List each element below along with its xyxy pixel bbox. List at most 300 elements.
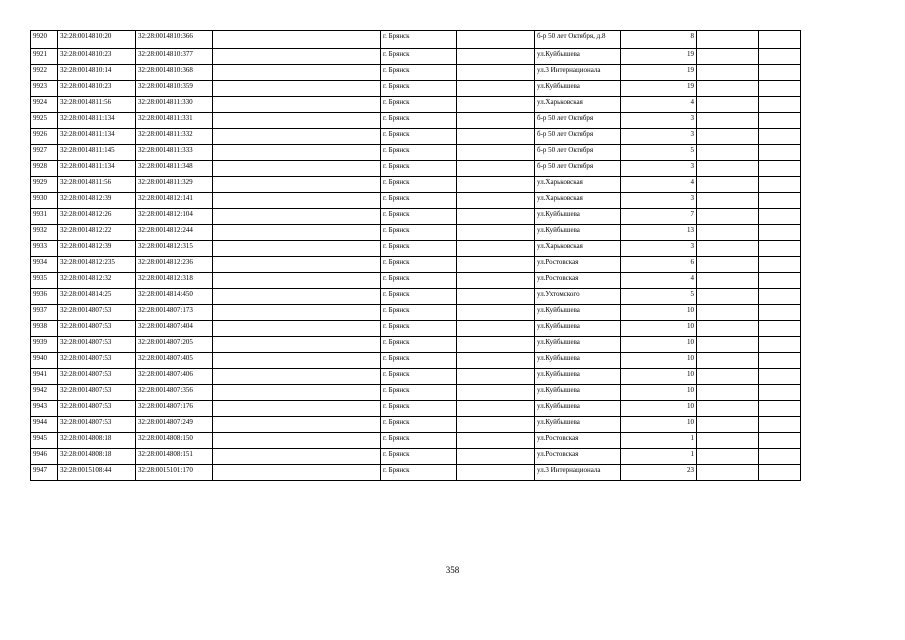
quantity-cell: 4 [621, 97, 697, 113]
empty-cell [697, 31, 759, 49]
table-row [31, 65, 801, 81]
row-number-cell: 9931 [31, 209, 58, 225]
street-cell: ул.Куйбышева [535, 321, 621, 337]
empty-cell [697, 81, 759, 97]
cadastral-number-cell: 32:28:0014812:26 [58, 209, 136, 225]
row-number-cell: 9924 [31, 97, 58, 113]
empty-cell [759, 129, 801, 145]
empty-cell [759, 305, 801, 321]
empty-cell [697, 401, 759, 417]
street-cell: ул.Ростовская [535, 273, 621, 289]
row-number-cell: 9935 [31, 273, 58, 289]
row-number-cell: 9921 [31, 49, 58, 65]
quantity-cell: 1 [621, 449, 697, 465]
street-cell: ул.3 Интернационала [535, 65, 621, 81]
empty-cell [697, 193, 759, 209]
street-cell: ул.Куйбышева [535, 49, 621, 65]
empty-cell [213, 385, 381, 401]
object-cadastral-number-cell: 32:28:0014811:348 [136, 161, 213, 177]
cadastral-number-cell: 32:28:0014812:39 [58, 193, 136, 209]
empty-cell [759, 97, 801, 113]
registry-rows [31, 31, 801, 481]
cadastral-number-cell: 32:28:0014814:25 [58, 289, 136, 305]
empty-cell [697, 161, 759, 177]
row-number-cell: 9939 [31, 337, 58, 353]
table-row [31, 273, 801, 289]
quantity-cell: 10 [621, 353, 697, 369]
row-number-cell: 9943 [31, 401, 58, 417]
cadastral-number-cell: 32:28:0014811:56 [58, 177, 136, 193]
empty-cell [213, 417, 381, 433]
empty-cell [697, 465, 759, 481]
empty-cell [697, 129, 759, 145]
row-number-cell: 9938 [31, 321, 58, 337]
row-number-cell: 9947 [31, 465, 58, 481]
cadastral-number-cell: 32:28:0014810:23 [58, 49, 136, 65]
empty-cell [759, 273, 801, 289]
empty-cell [697, 209, 759, 225]
street-cell: ул.Куйбышева [535, 305, 621, 321]
object-cadastral-number-cell: 32:28:0014810:366 [136, 31, 213, 49]
table-row [31, 337, 801, 353]
table-row [31, 97, 801, 113]
cadastral-number-cell: 32:28:0014807:53 [58, 369, 136, 385]
object-cadastral-number-cell: 32:28:0014811:330 [136, 97, 213, 113]
city-cell: г. Брянск [381, 385, 457, 401]
empty-cell [457, 353, 535, 369]
city-cell: г. Брянск [381, 353, 457, 369]
empty-cell [697, 273, 759, 289]
object-cadastral-number-cell: 32:28:0014807:173 [136, 305, 213, 321]
empty-cell [759, 49, 801, 65]
empty-cell [457, 193, 535, 209]
empty-cell [697, 353, 759, 369]
cadastral-number-cell: 32:28:0014810:20 [58, 31, 136, 49]
street-cell: б-р 50 лет Октября [535, 113, 621, 129]
empty-cell [457, 369, 535, 385]
object-cadastral-number-cell: 32:28:0014812:141 [136, 193, 213, 209]
street-cell: ул.Харьковская [535, 97, 621, 113]
empty-cell [213, 241, 381, 257]
empty-cell [213, 209, 381, 225]
empty-cell [697, 433, 759, 449]
empty-cell [759, 337, 801, 353]
table-row [31, 305, 801, 321]
quantity-cell: 7 [621, 209, 697, 225]
cadastral-number-cell: 32:28:0014808:18 [58, 433, 136, 449]
table-row [31, 369, 801, 385]
empty-cell [457, 49, 535, 65]
city-cell: г. Брянск [381, 177, 457, 193]
empty-cell [759, 65, 801, 81]
row-number-cell: 9936 [31, 289, 58, 305]
object-cadastral-number-cell: 32:28:0014808:150 [136, 433, 213, 449]
empty-cell [759, 321, 801, 337]
empty-cell [213, 289, 381, 305]
empty-cell [213, 49, 381, 65]
table-row [31, 161, 801, 177]
quantity-cell: 10 [621, 417, 697, 433]
table-row [31, 113, 801, 129]
city-cell: г. Брянск [381, 401, 457, 417]
empty-cell [759, 161, 801, 177]
table-row [31, 433, 801, 449]
empty-cell [457, 321, 535, 337]
empty-cell [697, 257, 759, 273]
city-cell: г. Брянск [381, 129, 457, 145]
object-cadastral-number-cell: 32:28:0014807:406 [136, 369, 213, 385]
street-cell: ул.Ростовская [535, 433, 621, 449]
empty-cell [697, 385, 759, 401]
empty-cell [457, 305, 535, 321]
table-row [31, 465, 801, 481]
table-row [31, 81, 801, 97]
empty-cell [759, 417, 801, 433]
row-number-cell: 9942 [31, 385, 58, 401]
empty-cell [457, 129, 535, 145]
quantity-cell: 10 [621, 401, 697, 417]
street-cell: ул.Ухтомского [535, 289, 621, 305]
table-row [31, 31, 801, 49]
city-cell: г. Брянск [381, 97, 457, 113]
empty-cell [457, 289, 535, 305]
empty-cell [759, 385, 801, 401]
empty-cell [457, 417, 535, 433]
empty-cell [213, 321, 381, 337]
empty-cell [457, 209, 535, 225]
table-row [31, 193, 801, 209]
object-cadastral-number-cell: 32:28:0014811:332 [136, 129, 213, 145]
street-cell: ул.Ростовская [535, 257, 621, 273]
street-cell: ул.Куйбышева [535, 417, 621, 433]
row-number-cell: 9927 [31, 145, 58, 161]
empty-cell [759, 225, 801, 241]
cadastral-number-cell: 32:28:0014808:18 [58, 449, 136, 465]
empty-cell [759, 401, 801, 417]
street-cell: ул.Куйбышева [535, 81, 621, 97]
cadastral-number-cell: 32:28:0014807:53 [58, 321, 136, 337]
empty-cell [213, 161, 381, 177]
table-row [31, 353, 801, 369]
cadastral-number-cell: 32:28:0014811:134 [58, 129, 136, 145]
empty-cell [697, 417, 759, 433]
table-row [31, 225, 801, 241]
empty-cell [759, 433, 801, 449]
street-cell: ул.Куйбышева [535, 353, 621, 369]
row-number-cell: 9941 [31, 369, 58, 385]
empty-cell [213, 433, 381, 449]
table-row [31, 209, 801, 225]
empty-cell [759, 465, 801, 481]
object-cadastral-number-cell: 32:28:0014812:236 [136, 257, 213, 273]
empty-cell [213, 81, 381, 97]
empty-cell [213, 353, 381, 369]
empty-cell [213, 145, 381, 161]
table-row [31, 417, 801, 433]
empty-cell [457, 225, 535, 241]
empty-cell [697, 97, 759, 113]
row-number-cell: 9933 [31, 241, 58, 257]
table-row [31, 129, 801, 145]
empty-cell [213, 65, 381, 81]
quantity-cell: 10 [621, 337, 697, 353]
empty-cell [213, 401, 381, 417]
empty-cell [213, 465, 381, 481]
cadastral-number-cell: 32:28:0014811:145 [58, 145, 136, 161]
cadastral-number-cell: 32:28:0014810:14 [58, 65, 136, 81]
cadastral-number-cell: 32:28:0014812:32 [58, 273, 136, 289]
quantity-cell: 5 [621, 289, 697, 305]
empty-cell [213, 369, 381, 385]
empty-cell [759, 209, 801, 225]
empty-cell [213, 177, 381, 193]
object-cadastral-number-cell: 32:28:0014807:404 [136, 321, 213, 337]
quantity-cell: 19 [621, 65, 697, 81]
city-cell: г. Брянск [381, 225, 457, 241]
empty-cell [457, 449, 535, 465]
quantity-cell: 4 [621, 273, 697, 289]
row-number-cell: 9932 [31, 225, 58, 241]
quantity-cell: 6 [621, 257, 697, 273]
empty-cell [759, 31, 801, 49]
empty-cell [457, 241, 535, 257]
street-cell: ул.Куйбышева [535, 225, 621, 241]
cadastral-number-cell: 32:28:0015108:44 [58, 465, 136, 481]
quantity-cell: 10 [621, 385, 697, 401]
street-cell: б-р 50 лет Октября [535, 161, 621, 177]
table-row [31, 257, 801, 273]
row-number-cell: 9930 [31, 193, 58, 209]
empty-cell [213, 337, 381, 353]
city-cell: г. Брянск [381, 433, 457, 449]
table-row [31, 449, 801, 465]
empty-cell [759, 369, 801, 385]
street-cell: б-р 50 лет Октября [535, 129, 621, 145]
object-cadastral-number-cell: 32:28:0014811:329 [136, 177, 213, 193]
quantity-cell: 3 [621, 241, 697, 257]
cadastral-number-cell: 32:28:0014807:53 [58, 401, 136, 417]
city-cell: г. Брянск [381, 289, 457, 305]
registry-table [30, 30, 801, 481]
empty-cell [213, 257, 381, 273]
empty-cell [457, 177, 535, 193]
object-cadastral-number-cell: 32:28:0014812:318 [136, 273, 213, 289]
row-number-cell: 9922 [31, 65, 58, 81]
registry-sheet [30, 30, 801, 481]
row-number-cell: 9928 [31, 161, 58, 177]
city-cell: г. Брянск [381, 305, 457, 321]
empty-cell [759, 81, 801, 97]
street-cell: ул.Харьковская [535, 193, 621, 209]
empty-cell [759, 449, 801, 465]
table-row [31, 401, 801, 417]
table-row [31, 49, 801, 65]
empty-cell [457, 161, 535, 177]
city-cell: г. Брянск [381, 49, 457, 65]
cadastral-number-cell: 32:28:0014812:235 [58, 257, 136, 273]
cadastral-number-cell: 32:28:0014812:39 [58, 241, 136, 257]
empty-cell [457, 257, 535, 273]
quantity-cell: 10 [621, 305, 697, 321]
empty-cell [213, 129, 381, 145]
empty-cell [759, 177, 801, 193]
empty-cell [213, 305, 381, 321]
object-cadastral-number-cell: 32:28:0014814:450 [136, 289, 213, 305]
city-cell: г. Брянск [381, 337, 457, 353]
empty-cell [213, 225, 381, 241]
quantity-cell: 3 [621, 129, 697, 145]
object-cadastral-number-cell: 32:28:0014810:377 [136, 49, 213, 65]
street-cell: ул.3 Интернационала [535, 465, 621, 481]
table-row [31, 385, 801, 401]
city-cell: г. Брянск [381, 321, 457, 337]
cadastral-number-cell: 32:28:0014807:53 [58, 353, 136, 369]
cadastral-number-cell: 32:28:0014811:134 [58, 113, 136, 129]
street-cell: б-р 50 лет Октября, д.8 [535, 31, 621, 49]
city-cell: г. Брянск [381, 417, 457, 433]
empty-cell [457, 113, 535, 129]
empty-cell [697, 225, 759, 241]
empty-cell [759, 145, 801, 161]
city-cell: г. Брянск [381, 257, 457, 273]
city-cell: г. Брянск [381, 273, 457, 289]
city-cell: г. Брянск [381, 65, 457, 81]
city-cell: г. Брянск [381, 241, 457, 257]
row-number-cell: 9934 [31, 257, 58, 273]
table-row [31, 241, 801, 257]
quantity-cell: 1 [621, 433, 697, 449]
object-cadastral-number-cell: 32:28:0015101:170 [136, 465, 213, 481]
page-number: 358 [445, 565, 460, 575]
city-cell: г. Брянск [381, 449, 457, 465]
cadastral-number-cell: 32:28:0014807:53 [58, 305, 136, 321]
row-number-cell: 9925 [31, 113, 58, 129]
table-row [31, 145, 801, 161]
row-number-cell: 9944 [31, 417, 58, 433]
empty-cell [697, 241, 759, 257]
street-cell: ул.Куйбышева [535, 209, 621, 225]
table-row [31, 289, 801, 305]
empty-cell [697, 369, 759, 385]
empty-cell [697, 305, 759, 321]
row-number-cell: 9929 [31, 177, 58, 193]
quantity-cell: 3 [621, 113, 697, 129]
street-cell: ул.Ростовская [535, 449, 621, 465]
empty-cell [759, 241, 801, 257]
empty-cell [697, 177, 759, 193]
city-cell: г. Брянск [381, 369, 457, 385]
row-number-cell: 9926 [31, 129, 58, 145]
empty-cell [457, 145, 535, 161]
cadastral-number-cell: 32:28:0014810:23 [58, 81, 136, 97]
empty-cell [457, 385, 535, 401]
quantity-cell: 4 [621, 177, 697, 193]
city-cell: г. Брянск [381, 145, 457, 161]
city-cell: г. Брянск [381, 465, 457, 481]
object-cadastral-number-cell: 32:28:0014811:333 [136, 145, 213, 161]
object-cadastral-number-cell: 32:28:0014807:356 [136, 385, 213, 401]
street-cell: ул.Харьковская [535, 241, 621, 257]
object-cadastral-number-cell: 32:28:0014812:315 [136, 241, 213, 257]
empty-cell [457, 337, 535, 353]
row-number-cell: 9937 [31, 305, 58, 321]
quantity-cell: 8 [621, 31, 697, 49]
empty-cell [457, 401, 535, 417]
city-cell: г. Брянск [381, 161, 457, 177]
city-cell: г. Брянск [381, 193, 457, 209]
object-cadastral-number-cell: 32:28:0014807:405 [136, 353, 213, 369]
table-row [31, 321, 801, 337]
cadastral-number-cell: 32:28:0014807:53 [58, 417, 136, 433]
object-cadastral-number-cell: 32:28:0014807:249 [136, 417, 213, 433]
object-cadastral-number-cell: 32:28:0014810:368 [136, 65, 213, 81]
object-cadastral-number-cell: 32:28:0014807:205 [136, 337, 213, 353]
empty-cell [697, 113, 759, 129]
row-number-cell: 9946 [31, 449, 58, 465]
row-number-cell: 9940 [31, 353, 58, 369]
city-cell: г. Брянск [381, 81, 457, 97]
street-cell: ул.Куйбышева [535, 369, 621, 385]
empty-cell [457, 31, 535, 49]
empty-cell [697, 49, 759, 65]
row-number-cell: 9920 [31, 31, 58, 49]
quantity-cell: 19 [621, 49, 697, 65]
street-cell: ул.Куйбышева [535, 337, 621, 353]
empty-cell [697, 289, 759, 305]
quantity-cell: 3 [621, 193, 697, 209]
row-number-cell: 9945 [31, 433, 58, 449]
quantity-cell: 5 [621, 145, 697, 161]
quantity-cell: 23 [621, 465, 697, 481]
cadastral-number-cell: 32:28:0014812:22 [58, 225, 136, 241]
empty-cell [759, 113, 801, 129]
city-cell: г. Брянск [381, 31, 457, 49]
empty-cell [759, 257, 801, 273]
empty-cell [697, 321, 759, 337]
empty-cell [457, 433, 535, 449]
city-cell: г. Брянск [381, 209, 457, 225]
empty-cell [759, 353, 801, 369]
city-cell: г. Брянск [381, 113, 457, 129]
object-cadastral-number-cell: 32:28:0014808:151 [136, 449, 213, 465]
cadastral-number-cell: 32:28:0014811:134 [58, 161, 136, 177]
object-cadastral-number-cell: 32:28:0014812:244 [136, 225, 213, 241]
object-cadastral-number-cell: 32:28:0014810:359 [136, 81, 213, 97]
street-cell: ул.Куйбышева [535, 401, 621, 417]
empty-cell [457, 465, 535, 481]
cadastral-number-cell: 32:28:0014807:53 [58, 385, 136, 401]
object-cadastral-number-cell: 32:28:0014812:104 [136, 209, 213, 225]
street-cell: ул.Куйбышева [535, 385, 621, 401]
empty-cell [213, 193, 381, 209]
row-number-cell: 9923 [31, 81, 58, 97]
table-row [31, 177, 801, 193]
quantity-cell: 19 [621, 81, 697, 97]
empty-cell [697, 65, 759, 81]
empty-cell [213, 273, 381, 289]
empty-cell [457, 65, 535, 81]
quantity-cell: 10 [621, 321, 697, 337]
empty-cell [213, 449, 381, 465]
quantity-cell: 13 [621, 225, 697, 241]
object-cadastral-number-cell: 32:28:0014807:176 [136, 401, 213, 417]
empty-cell [213, 113, 381, 129]
empty-cell [697, 145, 759, 161]
empty-cell [213, 97, 381, 113]
cadastral-number-cell: 32:28:0014807:53 [58, 337, 136, 353]
empty-cell [457, 97, 535, 113]
empty-cell [759, 193, 801, 209]
